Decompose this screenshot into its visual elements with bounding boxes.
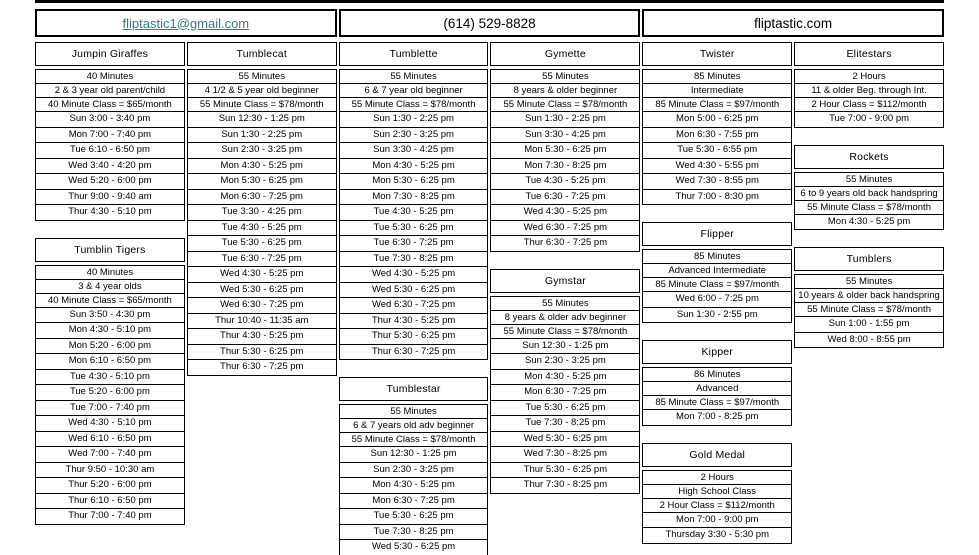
class-info-line: 55 Minutes <box>795 275 943 289</box>
class-info-line: Advanced Intermediate <box>643 264 791 278</box>
class-time-slot: Mon 7:30 - 8:25 pm <box>340 190 488 206</box>
class-section <box>490 42 640 252</box>
contact-header <box>35 9 944 37</box>
class-title: Twister <box>642 42 792 66</box>
class-time-slot: Mon 5:30 - 6:25 pm <box>491 143 639 159</box>
class-time-slot: Thursday 3:30 - 5:30 pm <box>665 529 769 540</box>
class-info-line: 2 Hours <box>795 70 943 84</box>
class-time-slot: Mon 5:30 - 6:25 pm <box>340 174 488 190</box>
class-time-slot: Tue 5:30 - 6:25 pm <box>340 509 488 525</box>
phone-number: (614) 529-8828 <box>443 15 536 31</box>
class-details <box>794 172 944 231</box>
schedule-column <box>339 42 489 555</box>
class-section <box>642 222 792 323</box>
class-title: Tumblette <box>339 42 489 66</box>
class-time-slot: Mon 7:00 - 7:40 pm <box>36 128 184 144</box>
class-time-slot: Thur 7:00 - 7:40 pm <box>68 510 152 521</box>
class-info-line: 2 Hour Class = $112/month <box>643 499 791 513</box>
class-time-slot: Tue 7:00 - 9:00 pm <box>829 113 910 124</box>
class-details <box>339 404 489 555</box>
class-title: Tumblin Tigers <box>35 238 185 262</box>
class-details <box>35 69 185 221</box>
class-time-slot: Sun 1:30 - 2:25 pm <box>188 128 336 144</box>
class-time-slot: Thur 4:30 - 5:10 pm <box>68 206 152 217</box>
class-time-slot: Tue 4:30 - 5:25 pm <box>188 221 336 237</box>
class-info-line: High School Class <box>643 485 791 499</box>
class-time-slot: Wed 6:00 - 7:25 pm <box>643 292 791 308</box>
class-time-slot: Sun 2:30 - 3:25 pm <box>340 128 488 144</box>
class-time-slot: Mon 7:30 - 8:25 pm <box>491 159 639 175</box>
class-time-slot: Thur 6:30 - 7:25 pm <box>523 237 608 248</box>
class-time-slot: Thur 9:00 - 9:40 am <box>36 190 184 206</box>
website-cell <box>642 9 944 37</box>
class-time-slot: Wed 5:30 - 6:25 pm <box>340 283 488 299</box>
class-time-slot: Tue 7:00 - 7:40 pm <box>36 401 184 417</box>
class-time-slot: Mon 4:30 - 5:25 pm <box>188 159 336 175</box>
class-time-slot: Mon 4:30 - 5:25 pm <box>827 215 911 227</box>
class-time-slot: Mon 7:00 - 8:25 pm <box>676 411 759 422</box>
class-info-line: 2 Hour Class = $112/month <box>795 98 943 112</box>
class-time-slot: Tue 6:30 - 7:25 pm <box>340 236 488 252</box>
class-title: Elitestars <box>794 42 944 66</box>
class-details <box>490 69 640 252</box>
class-info-line: 3 & 4 year olds <box>36 280 184 294</box>
class-section <box>339 42 489 360</box>
class-section <box>794 145 944 231</box>
class-time-slot: Mon 7:00 - 9:00 pm <box>643 513 791 529</box>
class-time-slot: Sun 12:30 - 1:25 pm <box>340 447 488 463</box>
class-time-slot: Tue 7:30 - 8:25 pm <box>340 525 488 541</box>
class-time-slot: Tue 6:30 - 7:25 pm <box>491 190 639 206</box>
class-title: Jumpin Giraffes <box>35 42 185 66</box>
class-time-slot: Mon 6:30 - 7:25 pm <box>340 494 488 510</box>
class-details <box>642 470 792 544</box>
website-text: fliptastic.com <box>754 15 833 31</box>
class-time-slot: Wed 7:30 - 8:25 pm <box>491 447 639 463</box>
class-section <box>490 269 640 494</box>
class-time-slot: Wed 7:00 - 7:40 pm <box>36 447 184 463</box>
class-info-line: 55 Minute Class = $78/month <box>795 303 943 317</box>
class-details <box>490 296 640 494</box>
class-info-line: 55 Minute Class = $78/month <box>340 98 488 112</box>
class-info-line: 55 Minutes <box>491 297 639 311</box>
class-time-slot: Wed 6:30 - 7:25 pm <box>188 298 336 314</box>
class-title: Gold Medal <box>642 443 792 467</box>
class-info-line: 4 1/2 & 5 year old beginner <box>188 84 336 98</box>
class-time-slot: Wed 6:30 - 7:25 pm <box>491 221 639 237</box>
class-time-slot: Wed 5:30 - 6:25 pm <box>491 432 639 448</box>
class-info-line: 55 Minute Class = $78/month <box>188 98 336 112</box>
class-time-slot: Wed 6:30 - 7:25 pm <box>340 298 488 314</box>
email-link[interactable]: fliptastic1@gmail.com <box>122 15 250 31</box>
class-info-line: 55 Minute Class = $78/month <box>340 433 488 447</box>
class-title: Tumblecat <box>187 42 337 66</box>
class-section <box>339 377 489 555</box>
class-time-slot: Wed 4:30 - 5:25 pm <box>188 267 336 283</box>
class-time-slot: Mon 6:30 - 7:25 pm <box>188 190 336 206</box>
schedule-column <box>35 42 185 525</box>
class-details <box>642 69 792 205</box>
class-time-slot: Tue 6:10 - 6:50 pm <box>36 143 184 159</box>
class-time-slot: Tue 5:30 - 6:25 pm <box>491 401 639 417</box>
schedule-column <box>794 42 944 348</box>
class-time-slot: Thur 10:40 - 11:35 am <box>188 314 336 330</box>
class-info-line: 40 Minutes <box>36 266 184 280</box>
class-info-line: 8 years & older beginner <box>491 84 639 98</box>
class-section <box>794 247 944 348</box>
class-section <box>35 42 185 221</box>
class-time-slot: Thur 7:00 - 8:30 pm <box>675 190 759 202</box>
class-time-slot: Tue 4:30 - 5:10 pm <box>36 370 184 386</box>
class-info-line: 6 to 9 years old back handspring <box>795 187 943 201</box>
class-time-slot: Wed 4:30 - 5:55 pm <box>643 159 791 175</box>
class-info-line: 8 years & older adv beginner <box>491 311 639 325</box>
class-time-slot: Thur 7:30 - 8:25 pm <box>523 479 608 490</box>
class-section <box>187 42 337 376</box>
class-time-slot: Sun 3:00 - 3:40 pm <box>36 112 184 128</box>
class-info-line: 55 Minutes <box>340 405 488 419</box>
class-time-slot: Mon 6:30 - 7:25 pm <box>491 385 639 401</box>
class-section <box>642 42 792 205</box>
schedule-column <box>187 42 337 376</box>
class-section <box>794 42 944 128</box>
class-title: Kipper <box>642 340 792 364</box>
schedule-column <box>490 42 640 494</box>
class-time-slot: Mon 4:30 - 5:25 pm <box>340 159 488 175</box>
class-time-slot: Sun 3:30 - 4:25 pm <box>491 128 639 144</box>
class-time-slot: Tue 7:30 - 8:25 pm <box>491 416 639 432</box>
class-time-slot: Thur 9:50 - 10:30 am <box>36 463 184 479</box>
class-info-line: 85 Minute Class = $97/month <box>643 396 791 410</box>
class-time-slot: Wed 4:30 - 5:25 pm <box>491 205 639 221</box>
class-time-slot: Mon 4:30 - 5:10 pm <box>36 323 184 339</box>
class-time-slot: Tue 4:30 - 5:25 pm <box>491 174 639 190</box>
phone-cell <box>339 9 641 37</box>
class-time-slot: Sun 2:30 - 3:25 pm <box>188 143 336 159</box>
class-info-line: 55 Minutes <box>795 173 943 187</box>
class-info-line: Intermediate <box>643 84 791 98</box>
class-time-slot: Thur 5:20 - 6:00 pm <box>36 478 184 494</box>
class-details <box>642 249 792 323</box>
class-details <box>642 367 792 426</box>
class-title: Rockets <box>794 145 944 169</box>
class-details <box>339 69 489 360</box>
class-time-slot: Sun 1:30 - 2:55 pm <box>676 308 758 320</box>
class-time-slot: Wed 5:20 - 6:00 pm <box>36 174 184 190</box>
class-info-line: 6 & 7 years old adv beginner <box>340 419 488 433</box>
class-info-line: 40 Minutes <box>36 70 184 84</box>
class-title: Gymette <box>490 42 640 66</box>
schedule-columns <box>35 42 944 555</box>
class-info-line: 2 & 3 year old parent/child <box>36 84 184 98</box>
class-info-line: 10 years & older back handspring <box>795 289 943 303</box>
class-time-slot: Wed 5:30 - 6:25 pm <box>371 541 456 552</box>
class-time-slot: Thur 6:30 - 7:25 pm <box>371 345 456 357</box>
class-time-slot: Tue 7:30 - 8:25 pm <box>340 252 488 268</box>
class-time-slot: Thur 4:30 - 5:25 pm <box>188 329 336 345</box>
class-info-line: 85 Minutes <box>643 70 791 84</box>
class-time-slot: Sun 3:30 - 4:25 pm <box>340 143 488 159</box>
class-time-slot: Wed 8:00 - 8:55 pm <box>827 333 911 345</box>
class-time-slot: Tue 5:30 - 6:25 pm <box>340 221 488 237</box>
class-time-slot: Wed 5:30 - 6:25 pm <box>188 283 336 299</box>
class-section <box>642 443 792 544</box>
class-info-line: 40 Minute Class = $65/month <box>36 98 184 112</box>
class-time-slot: Wed 6:10 - 6:50 pm <box>36 432 184 448</box>
class-time-slot: Sun 12:30 - 1:25 pm <box>491 339 639 355</box>
class-title: Flipper <box>642 222 792 246</box>
class-time-slot: Tue 5:20 - 6:00 pm <box>36 385 184 401</box>
class-info-line: 55 Minute Class = $78/month <box>795 201 943 215</box>
cut-off-banner-edge <box>35 0 944 3</box>
class-info-line: 85 Minute Class = $97/month <box>643 98 791 112</box>
class-info-line: 55 Minutes <box>491 70 639 84</box>
class-time-slot: Mon 5:30 - 6:25 pm <box>188 174 336 190</box>
class-time-slot: Wed 4:30 - 5:25 pm <box>340 267 488 283</box>
class-time-slot: Tue 5:30 - 6:55 pm <box>643 143 791 159</box>
class-time-slot: Sun 1:30 - 2:25 pm <box>340 112 488 128</box>
email-cell <box>35 9 337 37</box>
class-time-slot: Wed 3:40 - 4:20 pm <box>36 159 184 175</box>
class-time-slot: Mon 5:20 - 6:00 pm <box>36 339 184 355</box>
class-details <box>187 69 337 376</box>
class-info-line: 85 Minutes <box>643 250 791 264</box>
class-time-slot: Thur 5:30 - 6:25 pm <box>491 463 639 479</box>
class-time-slot: Thur 6:10 - 6:50 pm <box>36 494 184 510</box>
class-time-slot: Sun 1:30 - 2:25 pm <box>491 112 639 128</box>
class-title: Tumblestar <box>339 377 489 401</box>
class-time-slot: Thur 5:30 - 6:25 pm <box>340 329 488 345</box>
class-info-line: 55 Minute Class = $78/month <box>491 325 639 339</box>
class-details <box>794 274 944 348</box>
class-time-slot: Sun 2:30 - 3:25 pm <box>491 354 639 370</box>
class-time-slot: Thur 6:30 - 7:25 pm <box>220 361 304 372</box>
class-time-slot: Mon 6:10 - 6:50 pm <box>36 354 184 370</box>
class-info-line: Advanced <box>643 382 791 396</box>
class-info-line: 86 Minutes <box>643 368 791 382</box>
class-time-slot: Sun 12:30 - 1:25 pm <box>188 112 336 128</box>
class-time-slot: Thur 5:30 - 6:25 pm <box>188 345 336 361</box>
class-time-slot: Tue 4:30 - 5:25 pm <box>340 205 488 221</box>
class-time-slot: Thur 4:30 - 5:25 pm <box>340 314 488 330</box>
class-info-line: 40 Minute Class = $65/month <box>36 294 184 308</box>
class-info-line: 6 & 7 year old beginner <box>340 84 488 98</box>
class-time-slot: Mon 5:00 - 6:25 pm <box>643 112 791 128</box>
class-time-slot: Wed 4:30 - 5:10 pm <box>36 416 184 432</box>
class-time-slot: Sun 3:50 - 4:30 pm <box>36 308 184 324</box>
class-info-line: 55 Minute Class = $78/month <box>491 98 639 112</box>
class-section <box>35 238 185 525</box>
class-details <box>35 265 185 525</box>
schedule-page <box>35 0 944 555</box>
class-time-slot: Sun 1:00 - 1:55 pm <box>795 317 943 333</box>
class-title: Gymstar <box>490 269 640 293</box>
class-title: Tumblers <box>794 247 944 271</box>
class-section <box>642 340 792 426</box>
class-time-slot: Tue 3:30 - 4:25 pm <box>188 205 336 221</box>
class-time-slot: Mon 4:30 - 5:25 pm <box>340 478 488 494</box>
class-info-line: 2 Hours <box>643 471 791 485</box>
class-info-line: 11 & older Beg. through Int. <box>795 84 943 98</box>
class-time-slot: Tue 5:30 - 6:25 pm <box>188 236 336 252</box>
class-info-line: 85 Minute Class = $97/month <box>643 278 791 292</box>
class-info-line: 55 Minutes <box>188 70 336 84</box>
class-time-slot: Wed 7:30 - 8:55 pm <box>643 174 791 190</box>
class-time-slot: Mon 6:30 - 7:55 pm <box>643 128 791 144</box>
class-info-line: 55 Minutes <box>340 70 488 84</box>
class-time-slot: Sun 2:30 - 3:25 pm <box>340 463 488 479</box>
class-time-slot: Tue 6:30 - 7:25 pm <box>188 252 336 268</box>
class-details <box>794 69 944 128</box>
schedule-column <box>642 42 792 544</box>
class-time-slot: Mon 4:30 - 5:25 pm <box>491 370 639 386</box>
